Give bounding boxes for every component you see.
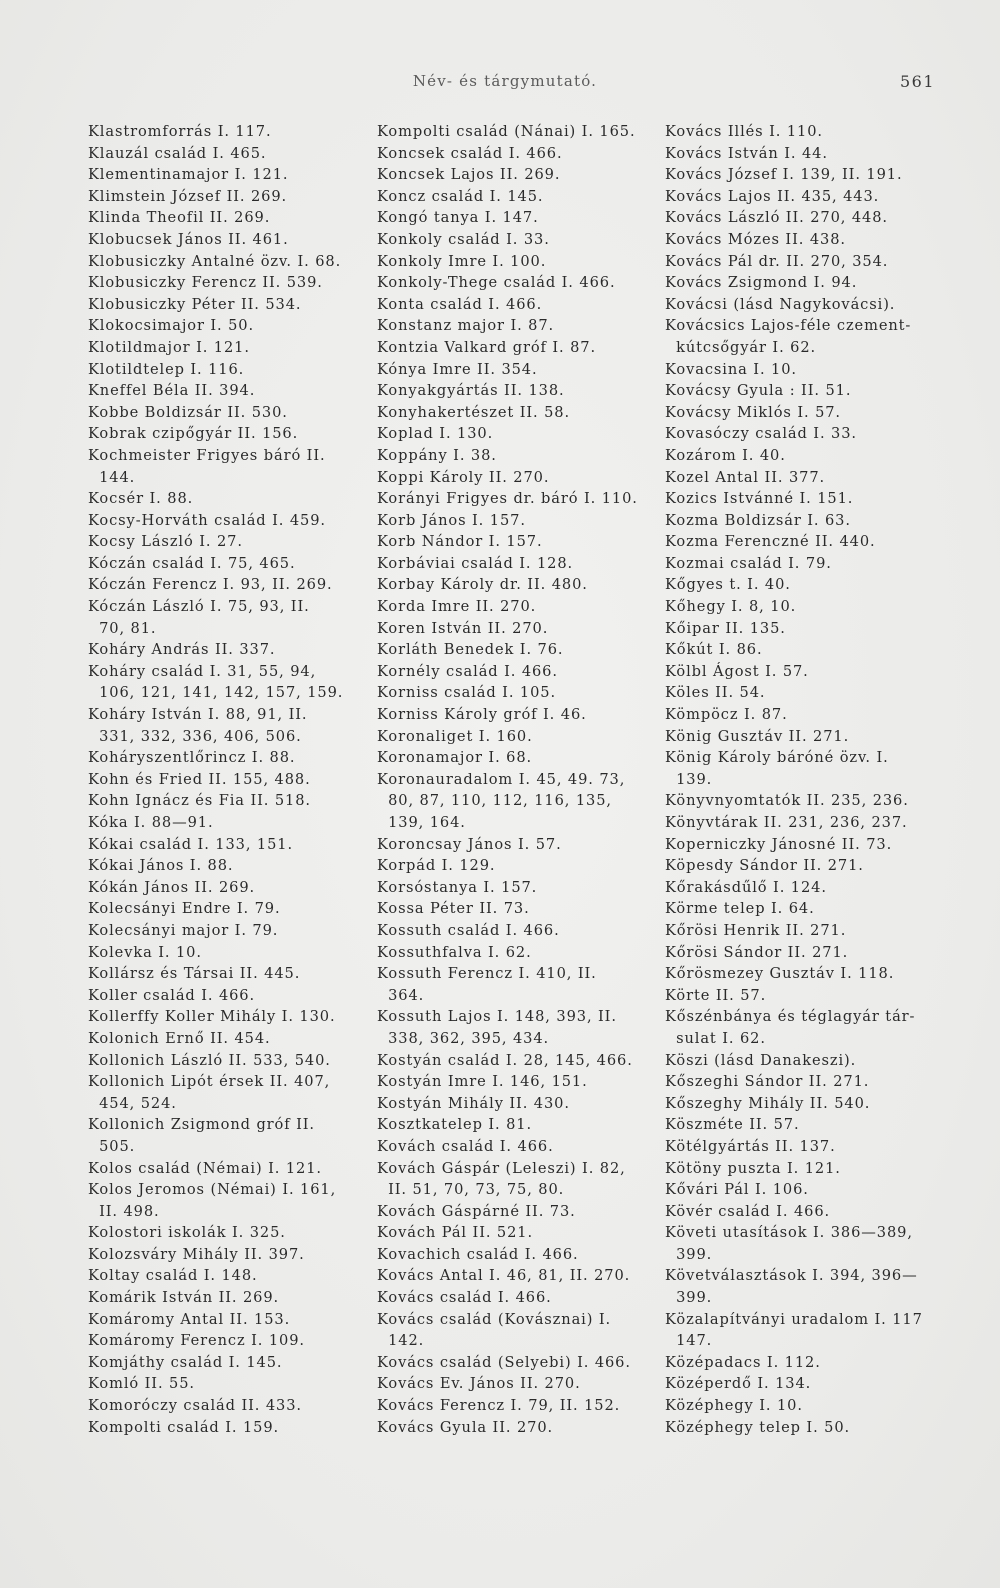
index-column-1	[88, 121, 356, 1438]
index-entry: Kónya Imre II. 354.	[377, 360, 538, 378]
index-entry: Konkoly család I. 33.	[377, 230, 550, 248]
index-entry: Koháry család I. 31, 55, 94,	[88, 662, 317, 680]
index-entry: Kneffel Béla II. 394.	[88, 382, 256, 400]
index-entry: Kovách Pál II. 521.	[377, 1224, 534, 1242]
index-entry: Kötöny puszta I. 121.	[665, 1159, 841, 1177]
index-entry: Klotildtelep I. 116.	[88, 360, 245, 378]
index-entry: Koren István II. 270.	[377, 619, 549, 637]
index-entry: Konyhakertészet II. 58.	[377, 403, 571, 421]
index-entry: Kompolti család (Nánai) I. 165.	[377, 123, 636, 140]
page-number: 561	[899, 72, 935, 91]
index-entry: 147.	[665, 1332, 713, 1350]
index-entry: Kostyán Mihály II. 430.	[377, 1094, 570, 1112]
index-entry: 139.	[665, 770, 713, 788]
index-entry: Kőrösi Sándor II. 271.	[665, 943, 849, 961]
index-entry: Kollársz és Társai II. 445.	[88, 965, 301, 983]
index-entry: Koperniczky Jánosné II. 73.	[665, 835, 893, 853]
index-entry: Köszi (lásd Danakeszi).	[665, 1051, 857, 1069]
index-entry: Kolonich Ernő II. 454.	[88, 1029, 271, 1047]
index-entry: Kőhegy I. 8, 10.	[665, 598, 797, 616]
index-entry: Korsóstanya I. 157.	[377, 878, 538, 896]
index-entry: Kőrösi Henrik II. 271.	[665, 921, 847, 939]
index-entry: König Károly báróné özv. I.	[665, 749, 889, 767]
index-entry: Kóczán család I. 75, 465.	[88, 554, 296, 572]
index-entry: Kovácsy Miklós I. 57.	[665, 403, 841, 421]
index-entry: Korbay Károly dr. II. 480.	[377, 576, 588, 594]
index-entry: 454, 524.	[88, 1094, 177, 1112]
index-entry: Koroncsay János I. 57.	[377, 835, 562, 853]
index-column-2	[377, 121, 639, 1438]
index-entry: Kőszeghi Sándor II. 271.	[665, 1073, 870, 1091]
index-entry: Komáromy Antal II. 153.	[88, 1310, 291, 1328]
index-entry: Kossa Péter II. 73.	[377, 900, 530, 918]
index-entry: Klobucsek János II. 461.	[88, 230, 289, 248]
index-entry: 80, 87, 110, 112, 116, 135,	[377, 792, 612, 810]
index-entry: Kókai család I. 133, 151.	[88, 835, 294, 853]
index-entry: Kollerffy Koller Mihály I. 130.	[88, 1008, 336, 1026]
index-entry: Kóczán László I. 75, 93, II.	[88, 598, 310, 616]
index-entry: 142.	[377, 1332, 425, 1350]
index-entry: Kókai János I. 88.	[88, 857, 234, 875]
index-entry: Klauzál család I. 465.	[88, 144, 267, 162]
index-entry: Koncsek Lajos II. 269.	[377, 166, 561, 184]
index-entry: 139, 164.	[377, 814, 466, 831]
index-entry: Kossuthfalva I. 62.	[377, 943, 532, 961]
index-entry: Kornély család I. 466.	[377, 662, 558, 680]
index-entry: Klastromforrás I. 117.	[88, 123, 272, 140]
index-entry: Konkoly-Thege család I. 466.	[377, 274, 616, 292]
index-entry: Korpád I. 129.	[377, 857, 496, 875]
index-entry: Korb Nándor I. 157.	[377, 533, 543, 551]
index-entry: Korányi Frigyes dr. báró I. 110.	[377, 490, 638, 508]
index-entry: Konkoly Imre I. 100.	[377, 252, 547, 270]
index-entry: Kovách család I. 466.	[377, 1137, 554, 1155]
index-entry: Köles II. 54.	[665, 684, 766, 702]
index-entry: II. 51, 70, 73, 75, 80.	[377, 1181, 565, 1199]
index-entry: Kovách Gáspárné II. 73.	[377, 1202, 576, 1220]
index-entry: Kovács család (Selyebi) I. 466.	[377, 1353, 631, 1371]
index-entry: Kocsér I. 88.	[88, 490, 194, 508]
index-entry: Kossuth Lajos I. 148, 393, II.	[377, 1008, 617, 1026]
index-entry: Kolevka I. 10.	[88, 943, 202, 961]
index-entry: Kozma Ferenczné II. 440.	[665, 533, 876, 551]
index-entry: Koplad I. 130.	[377, 425, 494, 443]
index-entry: Kolos család (Némai) I. 121.	[88, 1159, 322, 1177]
index-entry: Klobusiczky Antalné özv. I. 68.	[88, 252, 342, 270]
index-entry: Kovács Ev. János II. 270.	[377, 1375, 581, 1393]
index-entry: Kostyán Imre I. 146, 151.	[377, 1073, 588, 1091]
page-header	[0, 72, 1000, 96]
index-entry: sulat I. 62.	[665, 1029, 766, 1047]
index-entry: Kovasóczy család I. 33.	[665, 425, 857, 443]
index-entry: Kovács László II. 270, 448.	[665, 209, 888, 227]
index-entry: 338, 362, 395, 434.	[377, 1029, 550, 1047]
index-entry: Kömpöcz I. 87.	[665, 706, 788, 724]
index-entry: Kőgyes t. I. 40.	[665, 576, 791, 594]
index-entry: Kovács Pál dr. II. 270, 354.	[665, 252, 889, 270]
index-entry: Kőrösmezey Gusztáv I. 118.	[665, 965, 895, 983]
index-entry: Kolozsváry Mihály II. 397.	[88, 1245, 305, 1263]
index-entry: Klobusiczky Péter II. 534.	[88, 295, 302, 313]
index-entry: Koller család I. 466.	[88, 986, 256, 1004]
index-entry: Középhegy telep I. 50.	[665, 1418, 851, 1436]
index-entry: Középerdő I. 134.	[665, 1375, 812, 1393]
index-entry: Kőszeghy Mihály II. 540.	[665, 1094, 871, 1112]
index-entry: 364.	[377, 986, 425, 1004]
index-entry: Korniss Károly gróf I. 46.	[377, 706, 587, 724]
index-entry: Kohn és Fried II. 155, 488.	[88, 770, 311, 788]
index-entry: Kovács Zsigmond I. 94.	[665, 274, 858, 292]
index-entry: Koppi Károly II. 270.	[377, 468, 550, 486]
index-entry: Kókán János II. 269.	[88, 878, 256, 896]
index-entry: Középadacs I. 112.	[665, 1353, 821, 1371]
index-entry: Koppány I. 38.	[377, 446, 497, 464]
index-entry: Kovács Mózes II. 438.	[665, 230, 846, 248]
index-entry: Kongó tanya I. 147.	[377, 209, 539, 227]
index-entry: Konta család I. 466.	[377, 295, 543, 313]
index-entry: Kövér család I. 466.	[665, 1202, 831, 1220]
index-entry: Komoróczy család II. 433.	[88, 1397, 302, 1415]
index-entry: kútcsőgyár I. 62.	[665, 338, 817, 356]
index-entry: Követi utasítások I. 386—389,	[665, 1224, 913, 1242]
index-entry: Kovács család (Kovásznai) I.	[377, 1310, 612, 1328]
index-entry: Klimstein József II. 269.	[88, 187, 288, 205]
index-entry: Kohn Ignácz és Fia II. 518.	[88, 792, 311, 810]
index-entry: Kőrakásdűlő I. 124.	[665, 878, 827, 896]
index-entry: Követválasztások I. 394, 396—	[665, 1267, 918, 1285]
index-entry: Koháry István I. 88, 91, II.	[88, 706, 308, 724]
index-entry: Koháryszentlőrincz I. 88.	[88, 749, 296, 767]
index-entry: Könyvtárak II. 231, 236, 237.	[665, 814, 908, 831]
index-entry: Koronauradalom I. 45, 49. 73,	[377, 770, 626, 788]
index-entry: Kollonich László II. 533, 540.	[88, 1051, 331, 1069]
index-entry: Klokocsimajor I. 50.	[88, 317, 255, 335]
index-entry: Koháry András II. 337.	[88, 641, 276, 659]
index-entry: Kolostori iskolák I. 325.	[88, 1224, 286, 1242]
index-entry: Kovachich család I. 466.	[377, 1245, 579, 1263]
index-entry: Könyvnyomtatók II. 235, 236.	[665, 792, 909, 810]
index-entry: Korláth Benedek I. 76.	[377, 641, 564, 659]
index-entry: Kovács Antal I. 46, 81, II. 270.	[377, 1267, 631, 1285]
index-entry: Koltay család I. 148.	[88, 1267, 258, 1285]
index-column-3	[665, 121, 937, 1438]
index-entry: Korniss család I. 105.	[377, 684, 557, 702]
index-entry: Kovácsy Gyula : II. 51.	[665, 382, 852, 400]
index-entry: Komárik István II. 269.	[88, 1289, 280, 1307]
index-entry: Kovács Lajos II. 435, 443.	[665, 187, 880, 205]
index-entry: Klotildmajor I. 121.	[88, 338, 250, 356]
index-entry: Komjáthy család I. 145.	[88, 1353, 283, 1371]
index-entry: Kocsy-Horváth család I. 459.	[88, 511, 326, 529]
index-entry: Kozmai család I. 79.	[665, 554, 832, 572]
index-entry: Kozel Antal II. 377.	[665, 468, 826, 486]
index-entry: Kovácsi (lásd Nagykovácsi).	[665, 295, 896, 313]
index-entry: II. 498.	[88, 1202, 160, 1220]
index-entry: Kochmeister Frigyes báró II.	[88, 446, 326, 464]
index-entry: Kovács család I. 466.	[377, 1289, 552, 1307]
index-entry: Komló II. 55.	[88, 1375, 195, 1393]
index-entry: Középhegy I. 10.	[665, 1397, 803, 1415]
index-entry: Kossuth Ferencz I. 410, II.	[377, 965, 597, 983]
index-entry: Körme telep I. 64.	[665, 900, 815, 918]
index-entry: König Gusztáv II. 271.	[665, 727, 850, 745]
index-entry: Konstanz major I. 87.	[377, 317, 555, 335]
index-entry: Kobbe Boldizsár II. 530.	[88, 403, 288, 421]
index-entry: 106, 121, 141, 142, 157, 159.	[88, 684, 344, 702]
index-entry: Kötélgyártás II. 137.	[665, 1137, 836, 1155]
index-entry: Korda Imre II. 270.	[377, 598, 537, 616]
index-entry: Köszméte II. 57.	[665, 1116, 800, 1134]
index-entry: 505.	[88, 1137, 136, 1155]
index-entry: Kővári Pál I. 106.	[665, 1181, 809, 1199]
index-entry: Kóczán Ferencz I. 93, II. 269.	[88, 576, 333, 594]
index-entry: Közalapítványi uradalom I. 117	[665, 1310, 923, 1328]
index-entry: Koncz család I. 145.	[377, 187, 544, 205]
index-entry: Korb János I. 157.	[377, 511, 526, 529]
index-entry: Kobrak czipőgyár II. 156.	[88, 425, 299, 443]
index-entry: 70, 81.	[88, 619, 157, 637]
index-entry: Kozárom I. 40.	[665, 446, 786, 464]
index-entry: Kostyán család I. 28, 145, 466.	[377, 1051, 633, 1069]
index-entry: Klementinamajor I. 121.	[88, 166, 289, 184]
index-entry: Klinda Theofil II. 269.	[88, 209, 271, 227]
index-entry: Kovács Gyula II. 270.	[377, 1418, 554, 1436]
index-entry: Kollonich Zsigmond gróf II.	[88, 1116, 315, 1134]
index-entry: Körte II. 57.	[665, 986, 767, 1004]
index-entry: Kőszénbánya és téglagyár tár-	[665, 1008, 916, 1026]
index-entry: Kovács Ferencz I. 79, II. 152.	[377, 1397, 621, 1415]
index-entry: Kocsy László I. 27.	[88, 533, 243, 551]
index-entry: Koronaliget I. 160.	[377, 727, 533, 745]
index-entry: Kosztkatelep I. 81.	[377, 1116, 533, 1134]
index-entry: Koronamajor I. 68.	[377, 749, 533, 767]
index-entry: Kovách Gáspár (Leleszi) I. 82,	[377, 1159, 626, 1177]
index-entry: Koncsek család I. 466.	[377, 144, 563, 162]
index-entry: Kőkút I. 86.	[665, 641, 763, 659]
index-entry: Kovacsina I. 10.	[665, 360, 797, 378]
index-entry: Kolecsányi Endre I. 79.	[88, 900, 281, 918]
index-entry: Kőipar II. 135.	[665, 619, 786, 637]
index-entry: 331, 332, 336, 406, 506.	[88, 727, 302, 745]
index-entry: Kölbl Ágost I. 57.	[665, 662, 809, 680]
index-entry: Kolos Jeromos (Némai) I. 161,	[88, 1181, 337, 1199]
index-entry: Kollonich Lipót érsek II. 407,	[88, 1073, 331, 1091]
index-entry: Kovács István I. 44.	[665, 144, 828, 162]
index-entry: Klobusiczky Ferencz II. 539.	[88, 274, 323, 292]
index-entry: Kovácsics Lajos-féle czement-	[665, 317, 912, 335]
index-entry: Komáromy Ferencz I. 109.	[88, 1332, 305, 1350]
index-entry: Korbáviai család I. 128.	[377, 554, 574, 572]
index-entry: Kozma Boldizsár I. 63.	[665, 511, 851, 529]
index-entry: Kossuth család I. 466.	[377, 921, 560, 939]
index-entry: Kóka I. 88—91.	[88, 814, 214, 831]
index-entry: Kontzia Valkard gróf I. 87.	[377, 338, 597, 356]
index-entry: Kovács Illés I. 110.	[665, 123, 823, 140]
index-entry: 399.	[665, 1245, 713, 1263]
index-entry: Kozics Istvánné I. 151.	[665, 490, 854, 508]
running-head: Név- és tárgymutató.	[412, 72, 598, 90]
index-entry: 144.	[88, 468, 136, 486]
index-entry: Kolecsányi major I. 79.	[88, 921, 279, 939]
index-entry: 399.	[665, 1289, 713, 1307]
index-entry: Kovács József I. 139, II. 191.	[665, 166, 903, 184]
index-entry: Kompolti család I. 159.	[88, 1418, 280, 1436]
index-entry: Köpesdy Sándor II. 271.	[665, 857, 864, 875]
index-entry: Konyakgyártás II. 138.	[377, 382, 565, 400]
